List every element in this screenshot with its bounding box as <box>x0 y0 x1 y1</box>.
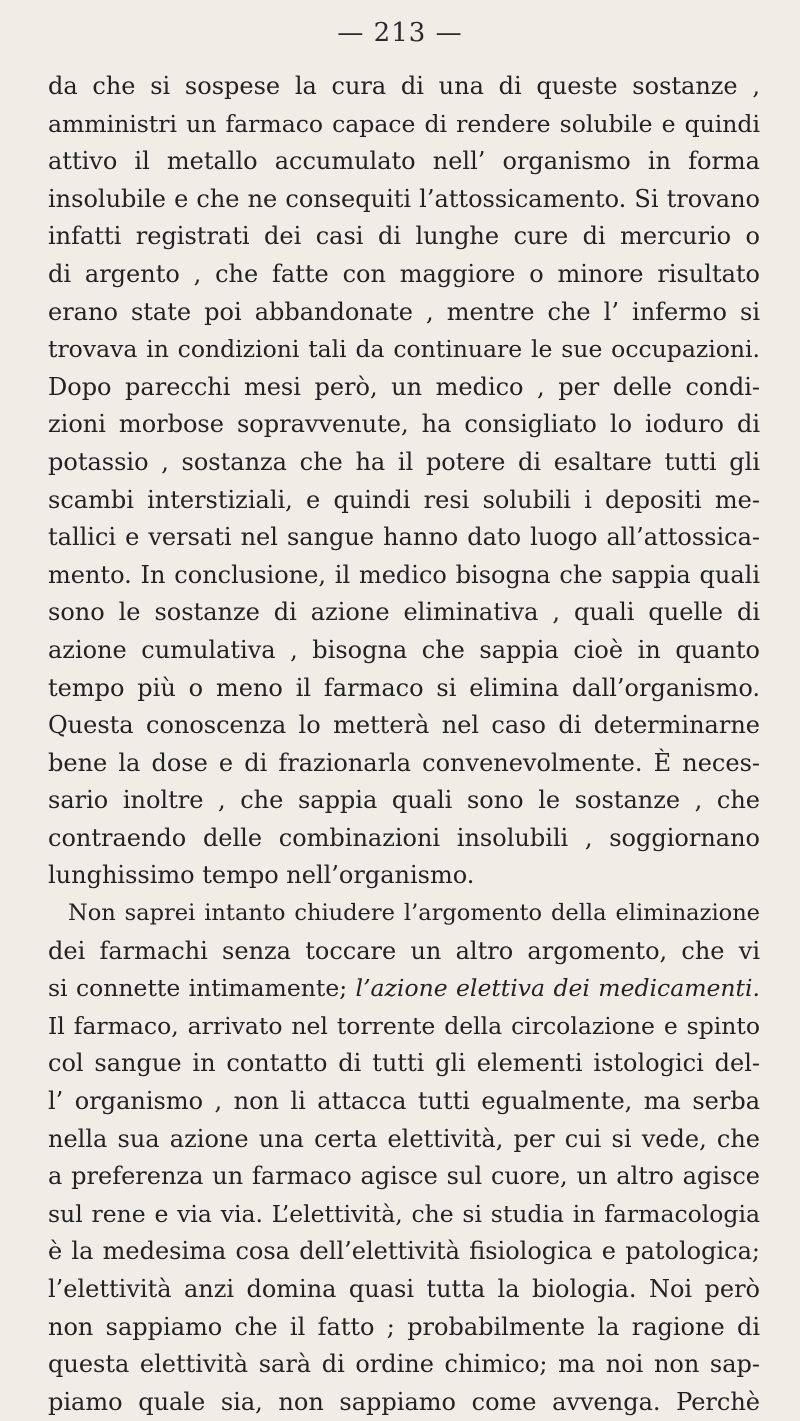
text-line: Il farmaco, arrivato nel torrente della circolazione e spinto <box>48 1011 760 1040</box>
text-line: tallici e versati nel sangue hanno dato luogo all’attossica- <box>48 523 760 552</box>
text-line: trovava in condizioni tali da continuare le sue occupazioni. <box>48 335 760 364</box>
text-line: insolubile e che ne consequiti l’attossicamento. Si trovano <box>48 184 760 213</box>
text-line: nella sua azione una certa elettività, per cui si vede, che <box>48 1124 760 1153</box>
paragraph-1 <box>48 68 760 895</box>
italic-title: l’azione elettiva dei medicamenti. <box>355 974 760 1003</box>
text-line: l’ organismo , non li attacca tutti egualmente, ma serba <box>48 1087 760 1116</box>
text-line: sario inoltre , che sappia quali sono le sostanze , che <box>48 786 760 815</box>
text-segment: si connette intimamente; <box>48 974 356 1003</box>
text-line: piamo quale sia, non sappiamo come avvenga. Perchè <box>48 1387 760 1416</box>
text-line: dei farmachi senza toccare un altro argomento, che vi <box>48 936 760 965</box>
text-line: amministri un farmaco capace di rendere solubile e quindi <box>48 109 760 138</box>
text-line <box>48 970 760 1008</box>
text-line: questa elettività sarà di ordine chimico; ma noi non sap- <box>48 1350 760 1379</box>
paragraph-2 <box>48 895 760 1421</box>
text-line: Dopo parecchi mesi però, un medico , per delle condi- <box>48 372 760 401</box>
text-line: mento. In conclusione, il medico bisogna che sappia quali <box>48 560 760 589</box>
text-line: l’elettività anzi domina quasi tutta la biologia. Noi però <box>48 1275 760 1303</box>
text-line: sono le sostanze di azione eliminativa , quali quelle di <box>48 598 760 627</box>
body-text <box>48 68 760 1421</box>
text-line: è la medesima cosa dell’elettività fisiologica e patologica; <box>48 1237 760 1266</box>
text-line: non sappiamo che il fatto ; probabilmente la ragione di <box>48 1312 760 1341</box>
text-line: scambi interstiziali, e quindi resi solubili i depositi me- <box>48 485 760 514</box>
text-line: col sangue in contatto di tutti gli elementi istologici del- <box>48 1049 760 1078</box>
text-line: di argento , che fatte con maggiore o minore risultato <box>48 259 760 288</box>
text-line: azione cumulativa , bisogna che sappia cioè in quanto <box>48 635 760 664</box>
page-number: — 213 — <box>337 18 463 48</box>
text-line: Questa conoscenza lo metterà nel caso di determinarne <box>48 711 760 740</box>
text-line: contraendo delle combinazioni insolubili , soggiornano <box>48 823 760 852</box>
text-line: da che si sospese la cura di una di queste sostanze , <box>48 72 760 100</box>
text-line: zioni morbose sopravvenute, ha consigliato lo ioduro di <box>48 410 760 439</box>
text-line: attivo il metallo accumulato nell’ organismo in forma <box>48 147 760 176</box>
text-line: a preferenza un farmaco agisce sul cuore, un altro agisce <box>48 1162 760 1191</box>
text-line: sul rene e via via. L’elettività, che si studia in farmacologia <box>48 1199 760 1228</box>
text-line: erano state poi abbandonate , mentre che l’ infermo si <box>48 297 760 326</box>
text-line: infatti registrati dei casi di lunghe cure di mercurio o <box>48 222 760 251</box>
text-line: lunghissimo tempo nell’organismo. <box>48 861 475 890</box>
text-line: bene la dose e di frazionarla convenevolmente. È neces- <box>48 748 760 777</box>
text-line: Non saprei intanto chiudere l’argomento della eliminazione <box>68 900 760 927</box>
text-line: potassio , sostanza che ha il potere di esaltare tutti gli <box>48 447 760 476</box>
text-line: tempo più o meno il farmaco si elimina dall’organismo. <box>48 673 760 702</box>
